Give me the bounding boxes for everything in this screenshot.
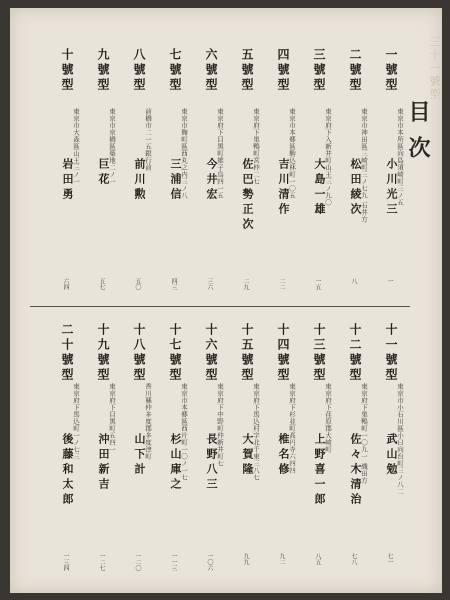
toc-entry [52, 323, 86, 573]
entry-name: 上野喜一郎 [313, 433, 326, 508]
toc-entry [268, 323, 302, 573]
entry-page: 一五 [314, 278, 321, 290]
entry-number: 五號型 [240, 48, 254, 93]
entry-name: 吉川清作 [277, 158, 290, 218]
entry-name: 岩田勇 [61, 158, 74, 203]
entry-number: 九號型 [96, 48, 110, 93]
toc-entry [160, 323, 194, 573]
entry-address: 香川縣仲多度郡多度津町 [144, 383, 152, 460]
toc-entry [196, 48, 230, 298]
entry-page: 八 [350, 278, 357, 284]
entry-number: 十一號型 [384, 323, 398, 383]
entry-page: 五〇 [134, 278, 141, 290]
entry-name: 松田綾次 [349, 158, 362, 218]
entry-page: 一 [386, 278, 393, 284]
toc-entry [124, 323, 158, 573]
entry-number: 三號型 [312, 48, 326, 93]
entry-page: 二九 [242, 278, 249, 290]
toc-entry [160, 48, 194, 298]
entry-number: 十三號型 [312, 323, 326, 383]
entry-page: 一一三 [170, 553, 177, 571]
faded-bleed-text: 三十一號型 [428, 36, 441, 101]
entry-address: 東京市本郷區駒込林町一〇五 [288, 108, 296, 199]
entry-address: 東京府下馬込村字北千束三八七 [252, 383, 260, 481]
entry-address: 東京市大森區山王三ノ一 [72, 108, 80, 185]
entry-name: 椎名修 [277, 433, 290, 478]
entry-page: 一〇六 [206, 553, 213, 571]
entry-number: 十八號型 [132, 323, 146, 383]
entry-address: 東京府下入新井町山王三ノ九〇 [324, 108, 332, 206]
entry-name: 大賀隆 [241, 433, 254, 478]
entry-address: 東京府下荏原郡大崎町 [324, 383, 332, 453]
toc-entry [232, 323, 266, 573]
toc-entry [304, 48, 338, 298]
toc-entry [268, 48, 302, 298]
entry-number: 十號型 [60, 48, 74, 93]
entry-page: 九九 [242, 553, 249, 565]
entry-page: 三六 [206, 278, 213, 290]
entry-page: 五七 [98, 278, 105, 290]
entry-page: 一二七 [98, 553, 105, 571]
entry-number: 十五號型 [240, 323, 254, 383]
entry-number: 八號型 [132, 48, 146, 93]
page-title: 目次 [405, 100, 431, 172]
entry-page: 七一 [386, 553, 393, 565]
toc-entry [196, 323, 230, 573]
entry-name: 三浦信 [169, 158, 182, 203]
entry-address: 東京市京橋區築地二ノ一 [108, 108, 116, 185]
entry-name: 沖田新吉 [97, 433, 110, 493]
entry-name: 巨花 [97, 158, 110, 188]
entry-number: 七號型 [168, 48, 182, 93]
entry-address: 東京市小石川區小日向台町三ノ八二 [396, 383, 404, 495]
entry-address: 東京市神田區三崎町三ノ七九 石井方 [360, 108, 368, 223]
toc-entry [124, 48, 158, 298]
entry-address: 東京府下中野町仲新井町七 [216, 383, 224, 467]
toc-entry [304, 323, 338, 573]
entry-name: 武山勉 [385, 433, 398, 478]
entry-page: 七八 [350, 553, 357, 565]
entry-address: 東京府下杉並町高円寺六四四 [288, 383, 296, 474]
entry-number: 十二號型 [348, 323, 362, 383]
entry-name: 小川光三 [385, 158, 398, 218]
toc-entry [232, 48, 266, 298]
entry-address: 東京市本所區向島須崎町三ノ五 [396, 108, 404, 206]
entry-number: 四號型 [276, 48, 290, 93]
entry-address: 東京府下目黒町五四一 [108, 383, 116, 453]
section-divider [30, 306, 410, 307]
entry-name: 後藤和太郎 [61, 433, 74, 508]
entry-page: 四三 [170, 278, 177, 290]
entry-number: 二十號型 [60, 323, 74, 383]
entry-page: 九二 [278, 553, 285, 565]
entry-name: 山下計 [133, 433, 146, 478]
entry-address: 東京府下馬込町一ノ七三 [72, 383, 80, 460]
entry-name: 長野八三 [205, 433, 218, 493]
entry-address: 東京府下巣鴨町宮仲二七 [252, 108, 260, 185]
toc-entry [88, 323, 122, 573]
entry-name: 佐々木清治 [349, 433, 362, 508]
entry-address: 東京市本郷區西片町一〇ノ一七 [180, 383, 188, 481]
toc-entry [376, 48, 410, 298]
entry-address: 前橋市二一五銀行前 [144, 108, 152, 171]
entry-page: 二二 [278, 278, 285, 290]
entry-number: 六號型 [204, 48, 218, 93]
toc-entry [340, 323, 374, 573]
toc-entry [88, 48, 122, 298]
entry-number: 十七號型 [168, 323, 182, 383]
entry-address: 東京府下目黒町雉子鳥四一五 [216, 108, 224, 199]
entry-name: 前川勲 [133, 158, 146, 203]
document-page [10, 8, 442, 593]
entry-number: 十四號型 [276, 323, 290, 383]
entry-name: 大島一雄 [313, 158, 326, 218]
entry-number: 十九號型 [96, 323, 110, 383]
toc-entry [52, 48, 86, 298]
toc-entry [376, 323, 410, 573]
entry-number: 十六號型 [204, 323, 218, 383]
entry-name: 佐巴勢正次 [241, 158, 254, 233]
entry-page: 一二〇 [134, 553, 141, 571]
entry-page: 一三四 [62, 553, 69, 571]
entry-page: 六四 [62, 278, 69, 290]
entry-name: 今井宏 [205, 158, 218, 203]
entry-name: 杉山庫之 [169, 433, 182, 493]
entry-page: 八五 [314, 553, 321, 565]
entry-address: 東京市麹町區西丸之内三ノ八 [180, 108, 188, 199]
entry-number: 二號型 [348, 48, 362, 93]
entry-number: 一號型 [384, 48, 398, 93]
entry-address: 東京府下巣鴨町一〇九一 織田方 [360, 383, 368, 484]
toc-entry [340, 48, 374, 298]
